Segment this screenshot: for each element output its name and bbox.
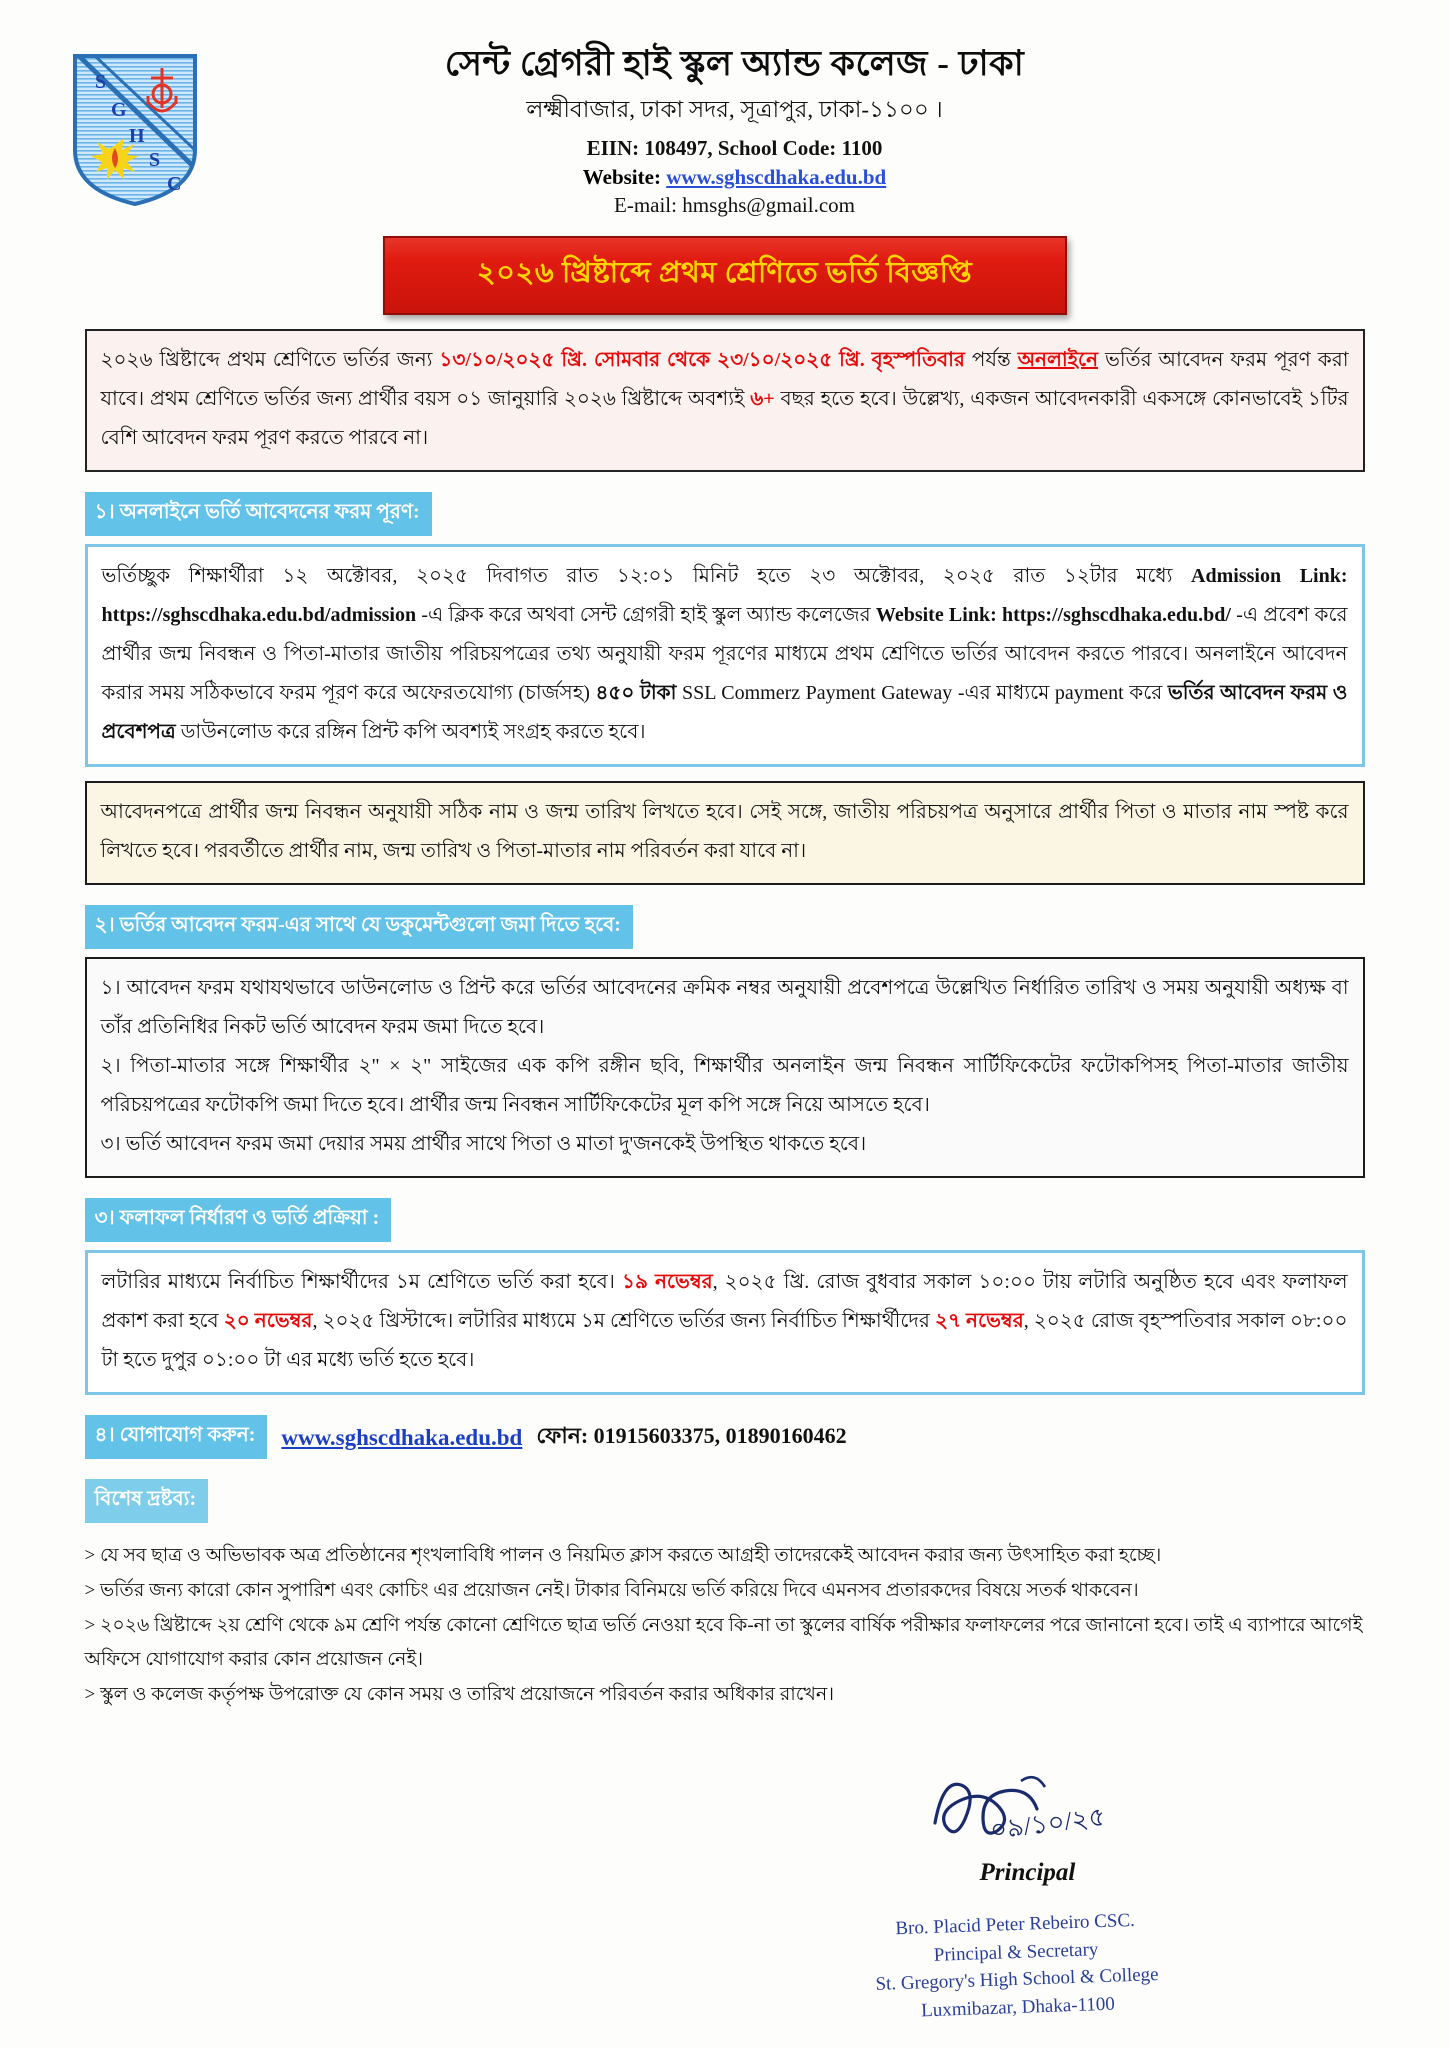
- section-3-heading: ৩। ফলাফল নির্ধারণ ও ভর্তি প্রক্রিয়া :: [85, 1198, 392, 1242]
- s1-body-2: -এ ক্লিক করে অথবা সেন্ট গ্রেগরী হাই স্কুল অ্যান্ড কলেজের: [416, 603, 876, 626]
- crest-icon: [69, 50, 201, 208]
- section-2-item: ২। পিতা-মাতার সঙ্গে শিক্ষার্থীর ২" × ২" সাইজের এক কপি রঙ্গীন ছবি, শিক্ষার্থীর অনলাইন জন্ম নিবন্ধন সার্টিফিকেটের ফটোকপিসহ পিতা-মাতার জাতীয় পরিচয়পত্রের ফটোকপি জমা দিতে হবে। প্রার্থীর জন্ম নিবন্ধন সার্টিফিকেটের মূল কপি সঙ্গে নিয়ে আসতে হবে।: [100, 1054, 1349, 1116]
- stamp-line-2: Principal & Secretary: [932, 1938, 1099, 1966]
- school-email: E-mail: hmsghs@gmail.com: [614, 192, 855, 217]
- s3-date-2: ২০ নভেম্বর: [223, 1309, 313, 1332]
- notice-content: [84, 315, 1365, 2021]
- intro-part1: ২০২৬ খ্রিষ্টাব্দে প্রথম শ্রেণিতে ভর্তির জন্য: [100, 348, 440, 371]
- stamp-line-3: St. Gregory's High School & College: [874, 1964, 1159, 1996]
- notice-title-banner: ২০২৬ খ্রিষ্টাব্দে প্রথম শ্রেণিতে ভর্তি বিজ্ঞপ্তি: [383, 236, 1067, 315]
- s1-admission-link[interactable]: Admission Link: https://sghscdhaka.edu.bd/admission: [101, 564, 1348, 626]
- intro-age: ৬+: [750, 387, 775, 410]
- intro-date-range: ১৩/১০/২০২৫ খ্রি. সোমবার থেকে ২৩/১০/২০২৫ খ্রি. বৃহস্পতিবার: [439, 348, 965, 371]
- s1-body-5: ডাউনলোড করে রঙ্গিন প্রিন্ট কপি অবশ্যই সংগ্রহ করতে হবে।: [175, 720, 646, 743]
- special-note-item: > ভর্তির জন্য কারো কোন সুপারিশ এবং কোচিং এর প্রয়োজন নেই। টাকার বিনিময়ে ভর্তি করিয়ে দিবে এমনসব প্রতারকদের বিষয়ে সতর্ক থাকবেন।: [84, 1580, 1139, 1601]
- s1-bold-tail: ভর্তির আবেদন ফরম ও প্রবেশপত্র: [101, 681, 1348, 743]
- special-note-item: > ২০২৬ খ্রিষ্টাব্দে ২য় শ্রেণি থেকে ৯ম শ্রেণি পর্যন্ত কোনো শ্রেণিতে ছাত্র ভর্তি নেওয়া হবে কি-না তা স্কুলের বার্ষিক পরীক্ষার ফলাফলের পরে জানানো হবে। তাই এ ব্যাপারে আগেই অফিসে যোগাযোগ করার কোন প্রয়োজন নেই।: [84, 1615, 1363, 1670]
- stamp-line-4: Luxmibazar, Dhaka-1100: [920, 1993, 1115, 2021]
- intro-part4: বছর হতে হবে। উল্লেখ্য, একজন আবেদনকারী একসঙ্গে কোনভাবেই ১টির বেশি আবেদন ফরম পূরণ করতে পারবে না।: [100, 387, 1349, 449]
- website-link[interactable]: www.sghscdhaka.edu.bd: [666, 164, 887, 189]
- intro-part2: পর্যন্ত: [964, 348, 1018, 371]
- svg-text:S: S: [95, 71, 107, 93]
- special-notes-heading: বিশেষ দ্রষ্টব্য:: [85, 1479, 209, 1523]
- s1-body-3: -এ প্রবেশ করে প্রার্থীর জন্ম নিবন্ধন ও পিতা-মাতার জাতীয় পরিচয়পত্রের তথ্য অনুযায়ী ফরম পূরণের মাধ্যমে প্রথম শ্রেণিতে ভর্তির আবেদন করতে পারবে। অনলাইনে আবেদন করার সময় সঠিকভাবে ফরম পূরণ করে অফেরতযোগ্য (চার্জসহ): [101, 603, 1348, 704]
- contact-website-link[interactable]: www.sghscdhaka.edu.bd: [281, 1424, 523, 1450]
- s1-fee: ৪৫০ টাকা: [595, 681, 677, 704]
- banner-row: [0, 236, 1449, 315]
- svg-text:S: S: [149, 149, 161, 171]
- contact-phone: ফোন: 01915603375, 01890160462: [536, 1423, 847, 1449]
- stamp-line-1: Bro. Placid Peter Rebeiro CSC.: [894, 1909, 1135, 1940]
- signature-date: ০৯/১০/২৫: [987, 1802, 1107, 1845]
- section-2-box: [85, 957, 1365, 1178]
- principal-stamp: [873, 1906, 1160, 2026]
- intro-part3: ভর্তির আবেদন ফরম পূরণ করা যাবে। প্রথম শ্রেণিতে ভর্তির জন্য প্রার্থীর বয়স ০১ জানুয়ারি ২০২৬ খ্রিষ্টাব্দে অবশ্যই: [100, 348, 1349, 410]
- svg-text:C: C: [167, 173, 182, 195]
- special-note-item: > যে সব ছাত্র ও অভিভাবক অত্র প্রতিষ্ঠানের শৃংখলাবিধি পালন ও নিয়মিত ক্লাস করতে আগ্রহী তাদেরকেই আবেদন করার জন্য উৎসাহিত করা হচ্ছে।: [84, 1544, 1162, 1566]
- section-1-box: [85, 544, 1365, 767]
- s3-date-3: ২৭ নভেম্বর: [934, 1309, 1024, 1332]
- s3-body-2: , ২০২৫ খ্রি. রোজ বুধবার সকাল ১০:০০ টায় লটারি অনুষ্ঠিত হবে এবং ফলাফল প্রকাশ করা হবে: [101, 1270, 1348, 1332]
- header-text-block: [270, 42, 1449, 218]
- intro-online-word: অনলাইনে: [1017, 348, 1099, 371]
- s3-body-1: লটারির মাধ্যমে নির্বাচিত শিক্ষার্থীদের ১ম শ্রেণিতে ভর্তি করা হবে।: [101, 1270, 622, 1293]
- s1-gateway: SSL Commerz Payment Gateway: [676, 681, 958, 704]
- website-label: Website:: [582, 164, 661, 189]
- document-header: [0, 0, 1449, 218]
- s1-website-link[interactable]: Website Link: https://sghscdhaka.edu.bd/: [875, 603, 1231, 626]
- school-website-line: [270, 165, 1199, 190]
- s3-body-4: , ২০২৫ রোজ বৃহস্পতিবার সকাল ০৮:০০ টা হতে দুপুর ০১:০০ টা এর মধ্যে ভর্তি হতে হবে।: [101, 1309, 1348, 1371]
- s3-date-1: ১৯ নভেম্বর: [621, 1270, 713, 1293]
- intro-paragraph: [85, 329, 1365, 472]
- special-note-item: > স্কুল ও কলেজ কর্তৃপক্ষ উপরোক্ত যে কোন সময় ও তারিখ প্রয়োজনে পরিবর্তন করার অধিকার রাখেন।: [84, 1683, 835, 1705]
- signature-area: [85, 1751, 1365, 2021]
- principal-label: Principal: [979, 1859, 1076, 1886]
- svg-text:H: H: [129, 125, 145, 147]
- school-eiin: EIIN: 108497, School Code: 1100: [586, 135, 883, 160]
- school-address: লক্ষ্মীবাজার, ঢাকা সদর, সূত্রাপুর, ঢাকা-১১০০ ।: [526, 96, 943, 122]
- section-3-box: [85, 1250, 1365, 1395]
- section-4-contact: [85, 1409, 1365, 1467]
- section-2-heading: ২। ভর্তির আবেদন ফরম-এর সাথে যে ডকুমেন্টগুলো জমা দিতে হবে:: [85, 905, 633, 949]
- special-notes-list: [85, 1539, 1365, 1711]
- section-2-item: ৩। ভর্তি আবেদন ফরম জমা দেয়ার সময় প্রার্থীর সাথে পিতা ও মাতা দু'জনকেই উপস্থিত থাকতে হবে।: [100, 1132, 867, 1155]
- section-2-item: ১। আবেদন ফরম যথাযথভাবে ডাউনলোড ও প্রিন্ট করে ভর্তির আবেদনের ক্রমিক নম্বর অনুযায়ী প্রবেশপত্রে উল্লেখিত নির্ধারিত তারিখ ও সময় অনুযায়ী অধ্যক্ষ বা তাঁর প্রতিনিধির নিকট ভর্তি আবেদন ফরম জমা দিতে হবে।: [100, 976, 1349, 1038]
- s1-body-1: ভর্তিচ্ছুক শিক্ষার্থীরা ১২ অক্টোবর, ২০২৫ দিবাগত রাত ১২:০১ মিনিট হতে ২৩ অক্টোবর, ২০২৫ রাত ১২টার মধ্যে: [101, 564, 1192, 587]
- school-logo: [0, 42, 270, 208]
- section-1-heading: ১। অনলাইনে ভর্তি আবেদনের ফরম পূরণ:: [85, 492, 432, 536]
- name-accuracy-note: আবেদনপত্রে প্রার্থীর জন্ম নিবন্ধন অনুযায়ী সঠিক নাম ও জন্ম তারিখ লিখতে হবে। সেই সঙ্গে, জাতীয় পরিচয়পত্র অনুসারে প্রার্থীর পিতা ও মাতার নাম স্পষ্ট করে লিখতে হবে। পরবর্তীতে প্রার্থীর নাম, জন্ম তারিখ ও পিতা-মাতার নাম পরিবর্তন করা যাবে না।: [85, 781, 1365, 885]
- s3-body-3: , ২০২৫ খ্রিস্টাব্দে। লটারির মাধ্যমে ১ম শ্রেণিতে ভর্তির জন্য নির্বাচিত শিক্ষার্থীদের: [312, 1309, 935, 1332]
- school-name: সেন্ট গ্রেগরী হাই স্কুল অ্যান্ড কলেজ - ঢাকা: [444, 44, 1025, 83]
- s1-body-4: -এর মাধ্যমে payment করে: [957, 681, 1168, 704]
- section-4-heading: ৪। যোগাযোগ করুন:: [85, 1415, 268, 1459]
- svg-text:G: G: [111, 99, 127, 121]
